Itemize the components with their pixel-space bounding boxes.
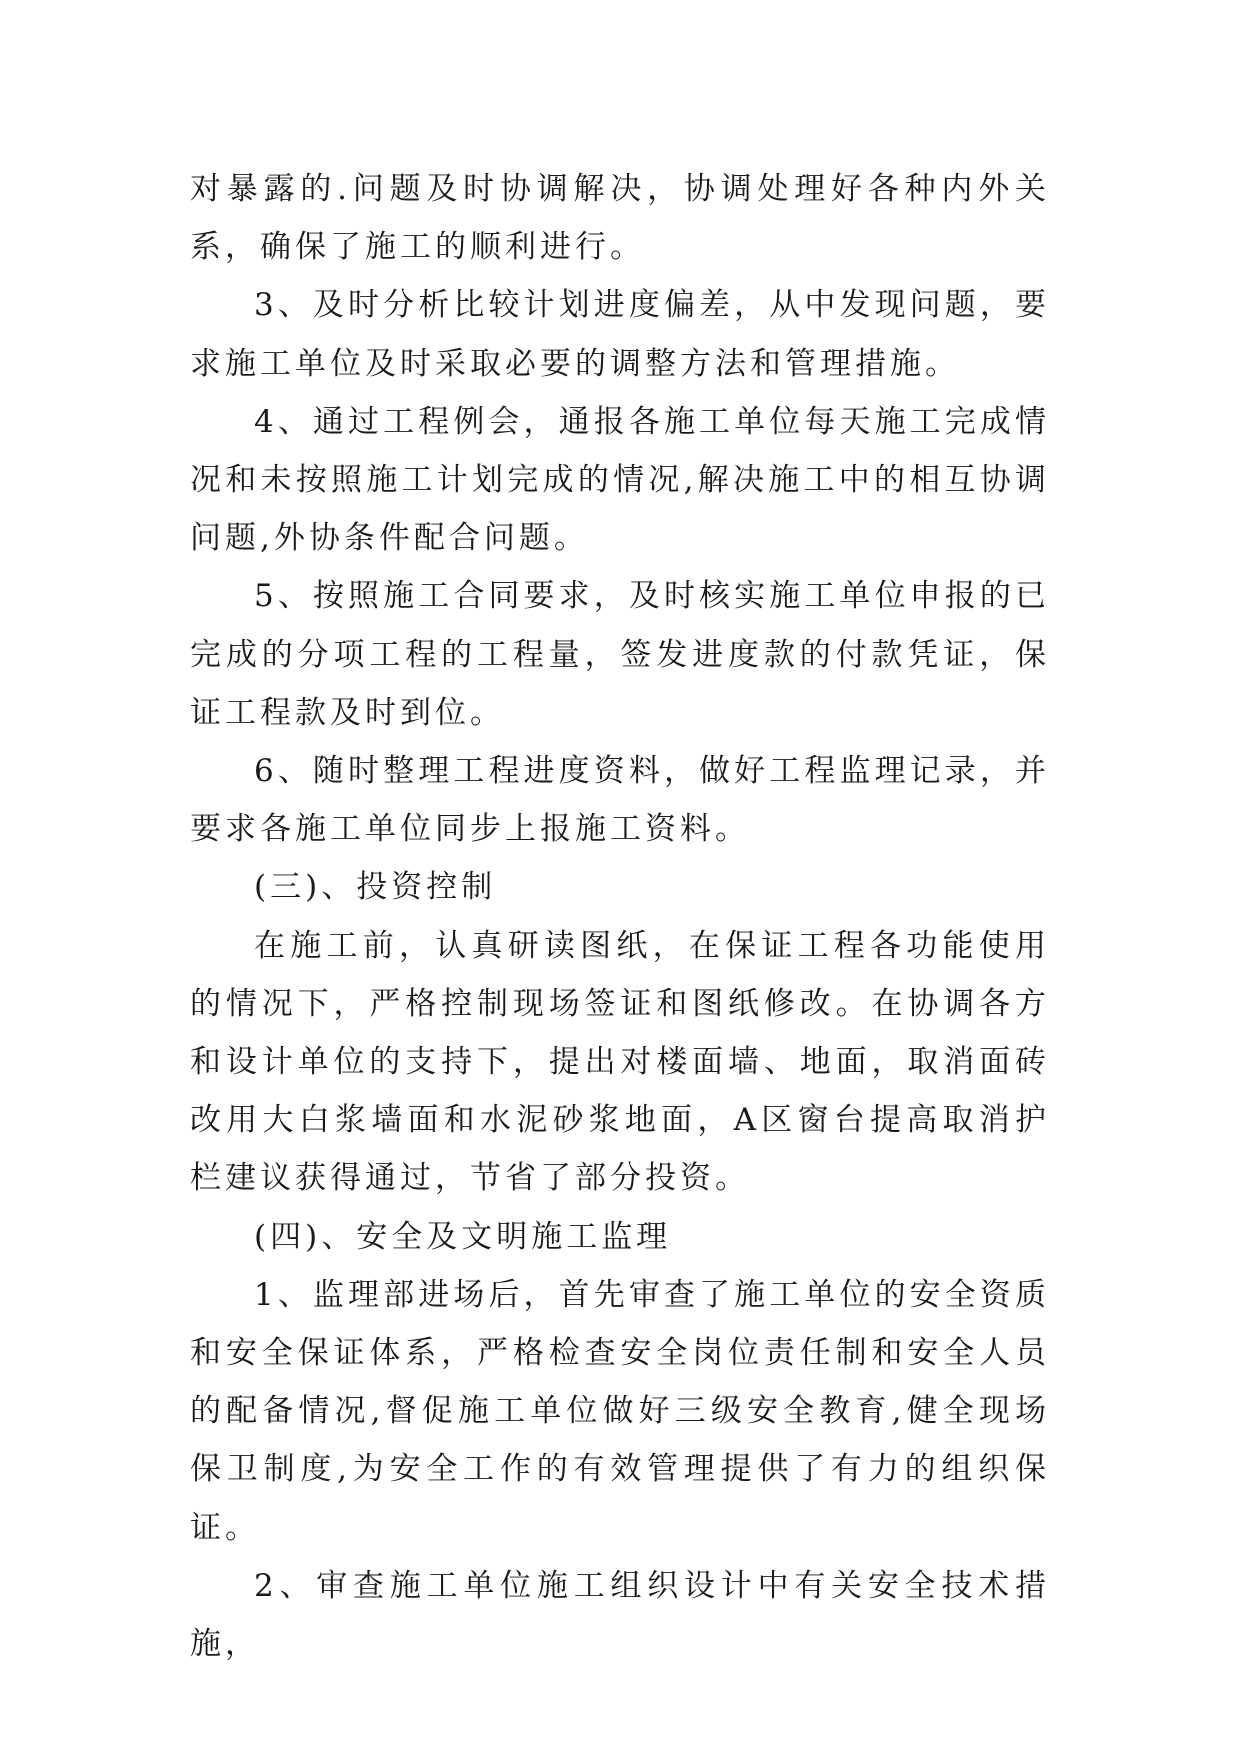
paragraph-6: 在施工前，认真研读图纸，在保证工程各功能使用的情况下，严格控制现场签证和图纸修改。在协调各方和设计单位的支持下，提出对楼面墙、地面，取消面砖改用大白浆墙面和水泥砂浆地面，A区窗台提高取消护栏建议获得通过，节省了部分投资。 (190, 927, 1050, 1197)
paragraph-3: 4、通过工程例会，通报各施工单位每天施工完成情况和未按照施工计划完成的情况,解决施工中的相互协调问题,外协条件配合问题。 (190, 403, 1050, 557)
paragraph-8: 2、审查施工单位施工组织设计中有关安全技术措施， (190, 1567, 1050, 1663)
paragraph-2: 3、及时分析比较计划进度偏差，从中发现问题，要求施工单位及时采取必要的调整方法和管理措施。 (190, 287, 1050, 382)
section-heading-investment-control: (三)、投资控制 (254, 869, 497, 906)
paragraph-1: 对暴露的.问题及时协调解决，协调处理好各种内外关系，确保了施工的顺利进行。 (190, 171, 1050, 266)
document-body (190, 160, 1050, 1673)
paragraph-5: 6、随时整理工程进度资料，做好工程监理记录，并要求各施工单位同步上报施工资料。 (190, 753, 1050, 848)
paragraph-7: 1、监理部进场后，首先审查了施工单位的安全资质和安全保证体系，严格检查安全岗位责任制和安全人员的配备情况,督促施工单位做好三级安全教育,健全现场保卫制度,为安全工作的有效管理提供了有力的组织保证。 (190, 1276, 1050, 1546)
section-heading-safety-supervision: (四)、安全及文明施工监理 (254, 1218, 672, 1255)
paragraph-4: 5、按照施工合同要求，及时核实施工单位申报的已完成的分项工程的工程量，签发进度款的付款凭证，保证工程款及时到位。 (190, 578, 1050, 731)
